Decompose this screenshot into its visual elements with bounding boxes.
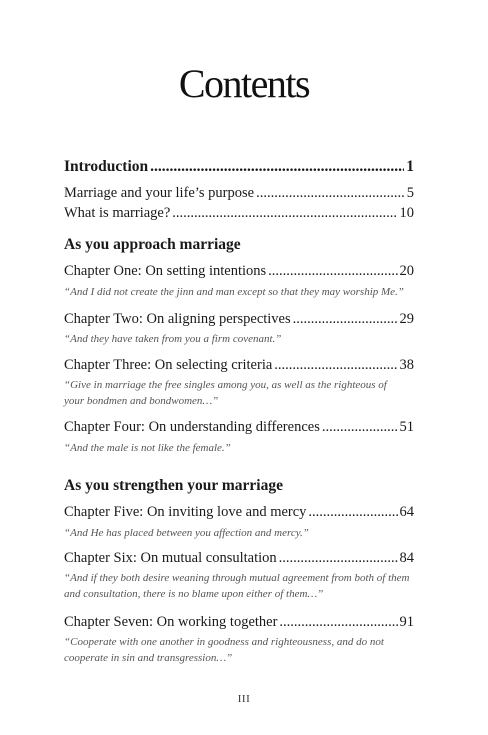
toc-page-number: 5: [406, 185, 414, 201]
dot-leader: [279, 549, 398, 567]
dot-leader: [308, 503, 397, 521]
chapter-quote: “Cooperate with one another in goodness and righteousness, and do not: [64, 636, 384, 648]
toc-page-number: 91: [399, 614, 414, 630]
toc-entry-chapter-six[interactable]: [64, 549, 414, 567]
chapter-quote-continued: your bondmen and bondwomen…”: [64, 395, 219, 407]
toc-page-number: 64: [399, 504, 414, 520]
toc-entry-chapter-three[interactable]: [64, 356, 414, 374]
chapter-quote: “Give in marriage the free singles among you, as well as the righteous of: [64, 379, 387, 391]
dot-leader: [256, 184, 405, 202]
toc-page-number: 10: [399, 205, 414, 221]
chapter-quote-continued: and consultation, there is no blame upon either of them…”: [64, 588, 324, 600]
dot-leader: [268, 262, 397, 280]
chapter-quote: “And the male is not like the female.”: [64, 442, 231, 454]
section-heading-approach: As you approach marriage: [64, 236, 241, 253]
toc-entry-life-purpose[interactable]: [64, 184, 414, 202]
toc-entry-chapter-seven[interactable]: [64, 613, 414, 631]
toc-entry-label: Chapter Two: On aligning perspectives: [64, 311, 291, 327]
dot-leader: [274, 356, 397, 374]
toc-page-number: 1: [406, 158, 414, 175]
toc-entry-label: Chapter Five: On inviting love and mercy: [64, 504, 307, 520]
toc-entry-label: Marriage and your life’s purpose: [64, 185, 255, 201]
toc-entry-label: Chapter Four: On understanding differences: [64, 419, 320, 435]
toc-page-number: 29: [399, 311, 414, 327]
chapter-quote: “And He has placed between you affection and mercy.”: [64, 527, 309, 539]
toc-entry-chapter-one[interactable]: [64, 262, 414, 280]
dot-leader: [172, 204, 397, 222]
toc-entry-chapter-five[interactable]: [64, 503, 414, 521]
toc-page-number: 38: [399, 357, 414, 373]
chapter-quote-continued: cooperate in sin and transgression…”: [64, 652, 233, 664]
chapter-quote: “And I did not create the jinn and man except so that they may worship Me.”: [64, 286, 404, 298]
toc-entry-introduction[interactable]: [64, 158, 414, 176]
toc-entry-label: Chapter Six: On mutual consultation: [64, 550, 277, 566]
section-heading-strengthen: As you strengthen your marriage: [64, 477, 283, 494]
toc-entry-chapter-two[interactable]: [64, 310, 414, 328]
dot-leader: [322, 418, 398, 436]
chapter-quote: “And if they both desire weaning through mutual agreement from both of them: [64, 572, 410, 584]
toc-entry-what-is-marriage[interactable]: [64, 204, 414, 222]
toc-entry-label: Chapter One: On setting intentions: [64, 263, 267, 279]
toc-page-number: 20: [399, 263, 414, 279]
toc-entry-chapter-four[interactable]: [64, 418, 414, 436]
dot-leader: [293, 310, 398, 328]
toc-entry-label: What is marriage?: [64, 205, 171, 221]
page-title: Contents: [178, 61, 310, 106]
toc-page-number: 51: [399, 419, 414, 435]
page-folio: III: [237, 693, 251, 705]
toc-entry-label: Chapter Seven: On working together: [64, 614, 278, 630]
toc-entry-label: Introduction: [64, 158, 149, 175]
dot-leader: [150, 158, 404, 176]
toc-page-number: 84: [399, 550, 414, 566]
dot-leader: [279, 613, 397, 631]
chapter-quote: “And they have taken from you a firm covenant.”: [64, 333, 282, 345]
toc-entry-label: Chapter Three: On selecting criteria: [64, 357, 273, 373]
